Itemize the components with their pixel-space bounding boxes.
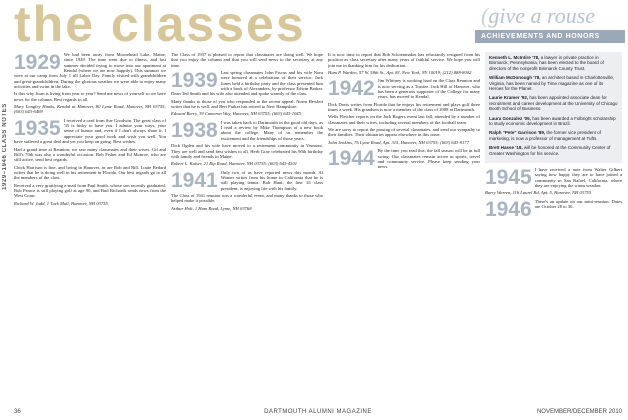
paragraph: The Class of 1941 reunion was a wonderful event, and many thanks to those who helped make it possible. — [171, 192, 323, 204]
class-entry-1946 — [485, 197, 622, 221]
paragraph: Dick Davis writes from Florida that he enjoys his retirement and plays golf three times a week. His grandson is now a member of the class of 2008 at Dartmouth. — [328, 101, 480, 113]
achievement-item: Ralph "Pete" Garrison '89, the former vice president of marketing, is now a professor of management at Tufts. — [489, 130, 601, 141]
class-entry-1944 — [328, 148, 480, 169]
class-year: 1939 — [171, 69, 218, 93]
class-entry-1941 — [171, 170, 323, 211]
badge-title: (give a rouse — [481, 3, 596, 28]
paragraph: Chick Harrison is fine, and living in Hanover, as are Bob and Bill. Louie Bedard writes that he is doing well in his retirement in Florida. Our best regards go to all the members of the class. — [14, 164, 166, 181]
paragraph: Many thanks to those of you who responded to the recent appeal. Norm Hewlett writes that he is well, and Bert Parker has retired to New Hampshire. — [171, 98, 323, 110]
secretary-address: Ham P. Warden, 57 W. 58th St., Apt. 8J, New York, NY 10019; (212) 888-8002 — [328, 70, 472, 76]
paragraph: I received a card from Sue Goodwin. The great class of '35 is lucky to have you. I admire your ways, your sense of humor and, even if I don't always share it, I appreciate your good work and wish you well. You have suffered a great deal and yet you keep on going. Best wishes. — [14, 117, 166, 145]
paragraph: It is now time to report that Bob Schoenmaker has reluctantly resigned from his position as class secretary after many years of faithful service. We hope you will join me in thanking him for his dedication. — [328, 52, 480, 68]
class-year: 1945 — [485, 166, 532, 190]
page-footer — [14, 408, 622, 418]
paragraph: I have received a note from Walter Gilbert saying how happy they are to have joined a community in San Rafael, California, where they are enjoying the warm weather. — [534, 167, 622, 189]
class-year: 1942 — [328, 77, 375, 101]
paragraph: Wells Fletcher reports on the Jack Rogers event last fall, attended by a number of classmates and their wives, including several members of the football team. — [328, 114, 480, 125]
achievements-box — [485, 52, 622, 163]
column-3 — [328, 52, 480, 404]
achievement-name: Kenneth L. McIntire '78, — [489, 55, 540, 60]
achievement-name: William McDonough '78, — [489, 75, 541, 81]
achievement-name: Laura Gonzalez '05, — [489, 115, 531, 121]
badge-subtitle: ACHIEVEMENTS AND HONORS — [475, 30, 625, 43]
section-side-label: 1929–1946 CLASS NOTES — [2, 103, 8, 190]
paragraph: The Class of 1937 is pleased to report that classmates are doing well. We hope that you enjoy the column and that you will send news to the secretary at any time. — [171, 52, 323, 68]
paragraph: We had been away from Moosehead Lake, Maine, since 1949. The time went due to illness, and last summer decided trying to move into our apartment at Kendal (where we are now happily). This summer we were at our camp from July 1 till Labor Day. Family visited with grandchildren and great-grandchildren. During the glorious weather we were able to enjoy many activities and swim in the lake. — [14, 52, 166, 90]
paragraph: There's an update on our mini-reunion. Dates are October 28 to 30. — [534, 198, 622, 210]
class-year: 1929 — [14, 52, 61, 74]
column-1 — [14, 52, 166, 404]
achievement-name: Laurie Kramer '92, — [489, 95, 529, 101]
secretary-address: Mary Longley Hanks, Kendal at Hanover, 80 Lyme Road, Hanover, NH 03755; (603) 643-6469 — [14, 104, 166, 115]
class-entry-1942 — [328, 78, 480, 145]
issue-date: NOVEMBER/DECEMBER 2010 — [536, 409, 622, 415]
paragraph: Only two of us have reported news this month. Al Warner writes from his home in California that he is still playing tennis. Bob Hunt, the fine '41 class president, is enjoying life with his family. — [220, 169, 323, 191]
class-year: 1935 — [14, 116, 61, 140]
paragraph: Dick Ogden and his wife have moved to a retirement community in Vermont. They are well and send best wishes to all. Herb Gray celebrated his 90th birthday with family and friends in Maine. — [171, 143, 323, 159]
secretary-address: Edward Berry, 39 Cameron Way, Hanover, NH 03755; (603) 643-1045 — [171, 111, 301, 117]
class-entry-1945 — [485, 167, 622, 196]
class-entry-1938 — [171, 120, 323, 167]
achievement-name: Brett Hasse '18, — [489, 145, 523, 151]
paragraph: Had a grand time at Reunion; we saw many classmates and their wives. Gil and Bill's 70th was also a wonderful occasion. Bob Fisher and Ed Monroe, who are still active, send best regards. — [14, 146, 166, 163]
paragraph: I was taken back to Dartmouth in the good old days, as I read a review by Mike Thompson of a new book about the college. Many of us remember the excitement and the friendships of those years. — [220, 119, 323, 141]
secretary-address: Richard W. Judd, 1 Tuck Mall, Hanover, NH 03755 — [14, 200, 108, 206]
class-entry-1939 — [171, 70, 323, 117]
page-title: the classes — [14, 0, 306, 52]
class-entry-1929 — [14, 52, 166, 115]
secretary-address: Barry Warren, 116 Laurel Rd, Apt. 5, Hanover, NH 03755 — [485, 190, 591, 196]
paragraph: Jim Whitney is working hard on the Class Reunion and is now serving as a Trustee. Jack Hill of Hanover, who has been a generous supporter of the College for many years, has moved to Kendal. — [377, 78, 480, 100]
class-entry-1935 — [14, 118, 166, 206]
achievement-name: Ralph "Pete" Garrison '89, — [489, 130, 546, 136]
publication-name: DARTMOUTH ALUMNI MAGAZINE — [264, 409, 372, 415]
paragraph: Is this why Iwan is living from year to year? Send me news of yourself so we have news for the column. Best regards to all. — [14, 91, 166, 102]
achievement-item: Laurie Kramer '92, has been appointed associate dean for recruitment and career development at the University of Chicago Booth School of Business. — [489, 95, 618, 112]
achievement-item: Laura Gonzalez '05, has been awarded a Fulbright scholarship to study economic development in Brazil. — [489, 115, 616, 127]
secretary-address: John Jenkins, 76 Lyme Road, Apt. 315, Hanover, NH 03755; (603) 643-9177 — [328, 139, 469, 145]
column-2 — [171, 52, 323, 404]
paragraph: By the time you read this, the fall season will be in full swing. Our classmates remain active in sports, travel and community service. Please keep sending your news. — [377, 148, 480, 170]
achievement-item: Brett Hasse '18, will be honored at the Community Center of Greater Washington for his service. — [489, 145, 611, 156]
give-a-rouse-badge — [475, 4, 625, 48]
paragraph: Last spring classmates John Fiscus and his wife Nora were honored at a celebration of their service. Jack Jones held a birthday party and the class presented him with a book of Alexanders, by professor Edwin Barker. Dean Ted Smith and his wife also attended and spoke warmly of the class. — [171, 70, 323, 97]
class-year: 1944 — [328, 147, 375, 171]
class-year: 1946 — [485, 197, 532, 221]
paragraph: We are sorry to report the passing of several classmates, and send our sympathy to their families. Their obituaries appear elsewhere in this issue. — [328, 127, 480, 138]
page-number: 36 — [14, 409, 21, 415]
secretary-address: Robert L. Kaiser, 21 Rip Road, Hanover, NH 03755; (603) 643-4501 — [171, 161, 298, 167]
achievement-item: Kenneth L. McIntire '78, a lawyer in private practice in Bismarck, Pennsylvania, has been elected to the board of directors of the nonprofit Bismarck County Trust. — [489, 55, 604, 71]
paragraph: Received a very gratifying e-mail from Paul Smith, whose son recently graduated. Bob Pearce is still playing golf at age 90, and Bud Richards sends news from the West Coast. — [14, 182, 166, 199]
class-year: 1938 — [171, 118, 218, 142]
achievement-item: William McDonough '78, an architect based in Charlottesville, Virginia, has been named by Time magazine as one of its Heroes for the Planet. — [489, 75, 615, 92]
column-4 — [485, 52, 622, 404]
secretary-address: Arthur Holt, 1 Ham Road, Lyme, NH 03768 — [171, 205, 252, 211]
class-year: 1941 — [171, 168, 218, 192]
